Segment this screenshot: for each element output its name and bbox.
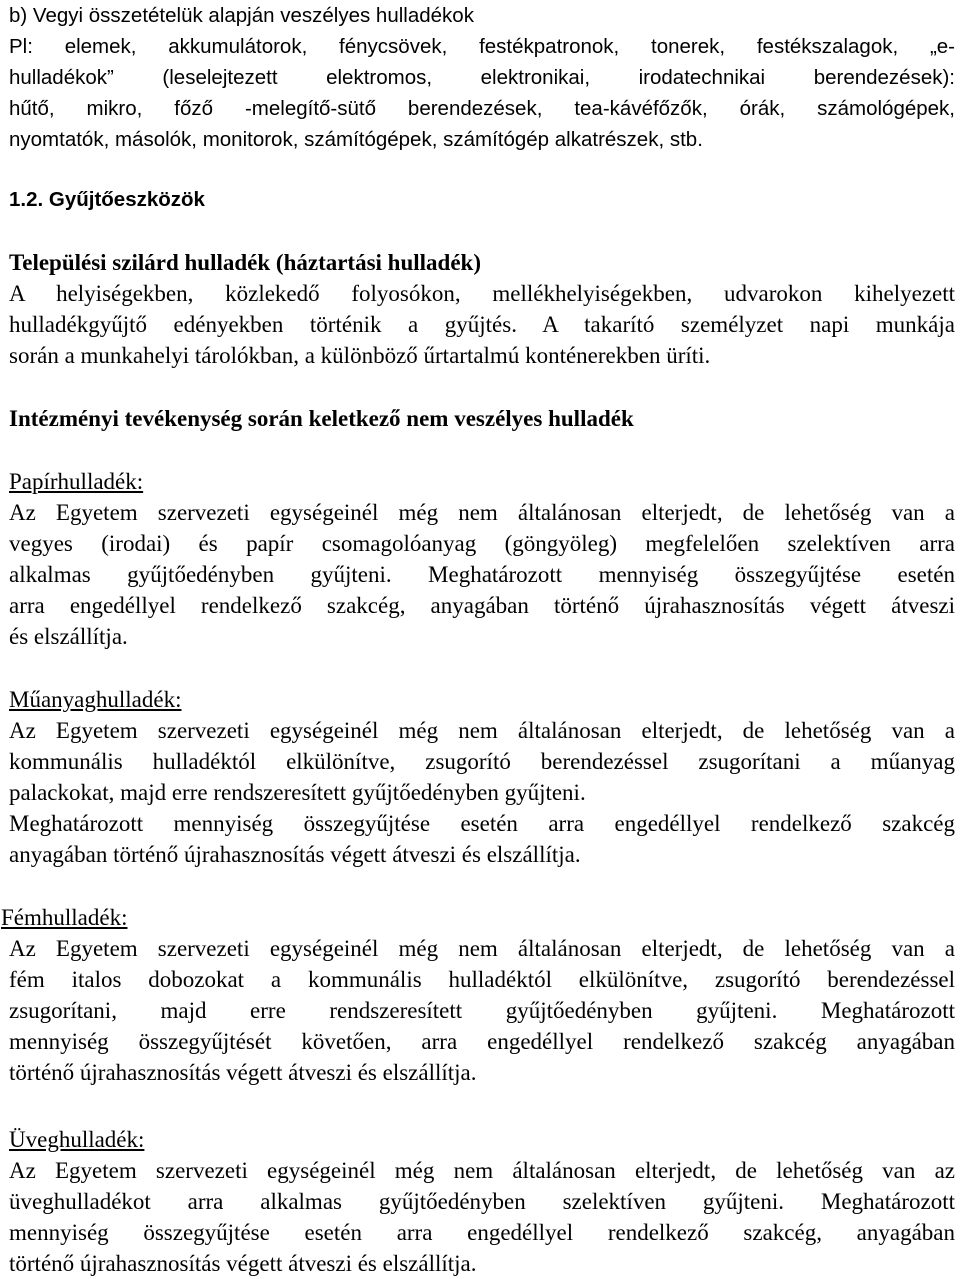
telepulesi-line: során a munkahelyi tárolókban, a különböző űrtartalmú konténerekben üríti. <box>9 343 711 368</box>
papir-line: Az Egyetem szervezeti egységeinél még nem általánosan elterjedt, de lehetőség van a <box>9 500 955 525</box>
intezmenyi-heading: Intézményi tevékenység során keletkező nem veszélyes hulladék <box>9 406 634 431</box>
section-b <box>9 0 955 155</box>
telepulesi-heading: Települési szilárd hulladék (háztartási hulladék) <box>9 250 481 275</box>
section-fem-body <box>9 933 955 1088</box>
uveg-line: Az Egyetem szervezeti egységeinél még nem általánosan elterjedt, de lehetőség van az <box>9 1158 955 1183</box>
telepulesi-line: A helyiségekben, közlekedő folyosókon, mellékhelyiségekben, udvarokon kihelyezett <box>9 281 955 306</box>
fem-line: fém italos dobozokat a kommunális hulladéktól elkülönítve, zsugorító berendezéssel <box>9 967 955 992</box>
uveg-line: történő újrahasznosítás végett átveszi és elszállítja. <box>9 1251 477 1276</box>
muanyag-line: palackokat, majd erre rendszeresített gyűjtőedényben gyűjteni. <box>9 780 586 805</box>
muanyag-line: kommunális hulladéktól elkülönítve, zsugorító berendezéssel zsugorítani a műanyag <box>9 749 955 774</box>
fem-line: mennyiség összegyűjtését követően, arra engedéllyel rendelkező szakcég anyagában <box>9 1029 955 1054</box>
section-heading-gyujtoeszkozok: 1.2. Gyűjtőeszközök <box>9 188 205 211</box>
fem-line: zsugorítani, majd erre rendszeresített gyűjtőedényben gyűjteni. Meghatározott <box>9 998 955 1023</box>
telepulesi-line: hulladékgyűjtő edényekben történik a gyűjtés. A takarító személyzet napi munkája <box>9 312 955 337</box>
papir-heading: Papírhulladék: <box>9 469 144 494</box>
section-b-line: hulladékok” (leselejtezett elektromos, elektronikai, irodatechnikai berendezések): <box>9 66 955 89</box>
section-b-line: hűtő, mikro, főző -melegítő-sütő berendezések, tea-kávéfőzők, órák, számológépek, <box>9 97 955 120</box>
muanyag-line: Az Egyetem szervezeti egységeinél még nem általánosan elterjedt, de lehetőség van a <box>9 718 955 743</box>
section-b-line: nyomtatók, másolók, monitorok, számítógépek, számítógép alkatrészek, stb. <box>9 128 703 151</box>
papir-line: vegyes (irodai) és papír csomagolóanyag (göngyöleg) megfelelően szelektíven arra <box>9 531 955 556</box>
muanyag-line: Meghatározott mennyiség összegyűjtése esetén arra engedéllyel rendelkező szakcég <box>9 811 955 836</box>
section-b-line: Pl: elemek, akkumulátorok, fénycsövek, festékpatronok, tonerek, festékszalagok, „e- <box>9 35 955 58</box>
section-muanyag <box>9 684 955 870</box>
muanyag-line: anyagában történő újrahasznosítás végett átveszi és elszállítja. <box>9 842 581 867</box>
fem-line: történő újrahasznosítás végett átveszi és elszállítja. <box>9 1060 477 1085</box>
papir-line: és elszállítja. <box>9 624 128 649</box>
papir-line: arra engedéllyel rendelkező szakcég, anyagában történő újrahasznosítás végett átveszi <box>9 593 955 618</box>
section-fem <box>1 902 955 933</box>
fem-heading: Fémhulladék: <box>1 905 128 930</box>
uveg-line: üveghulladékot arra alkalmas gyűjtőedényben szelektíven gyűjteni. Meghatározott <box>9 1189 955 1214</box>
section-telepulesi <box>9 247 955 371</box>
fem-line: Az Egyetem szervezeti egységeinél még nem általánosan elterjedt, de lehetőség van a <box>9 936 955 961</box>
muanyag-heading: Műanyaghulladék: <box>9 687 182 712</box>
section-uveg <box>9 1124 955 1279</box>
uveg-line: mennyiség összegyűjtése esetén arra engedéllyel rendelkező szakcég, anyagában <box>9 1220 955 1245</box>
uveg-heading: Üveghulladék: <box>9 1127 145 1152</box>
section-papir <box>9 466 955 652</box>
section-b-heading: b) Vegyi összetételük alapján veszélyes hulladékok <box>9 4 474 27</box>
papir-line: alkalmas gyűjtőedényben gyűjteni. Meghatározott mennyiség összegyűjtése esetén <box>9 562 955 587</box>
